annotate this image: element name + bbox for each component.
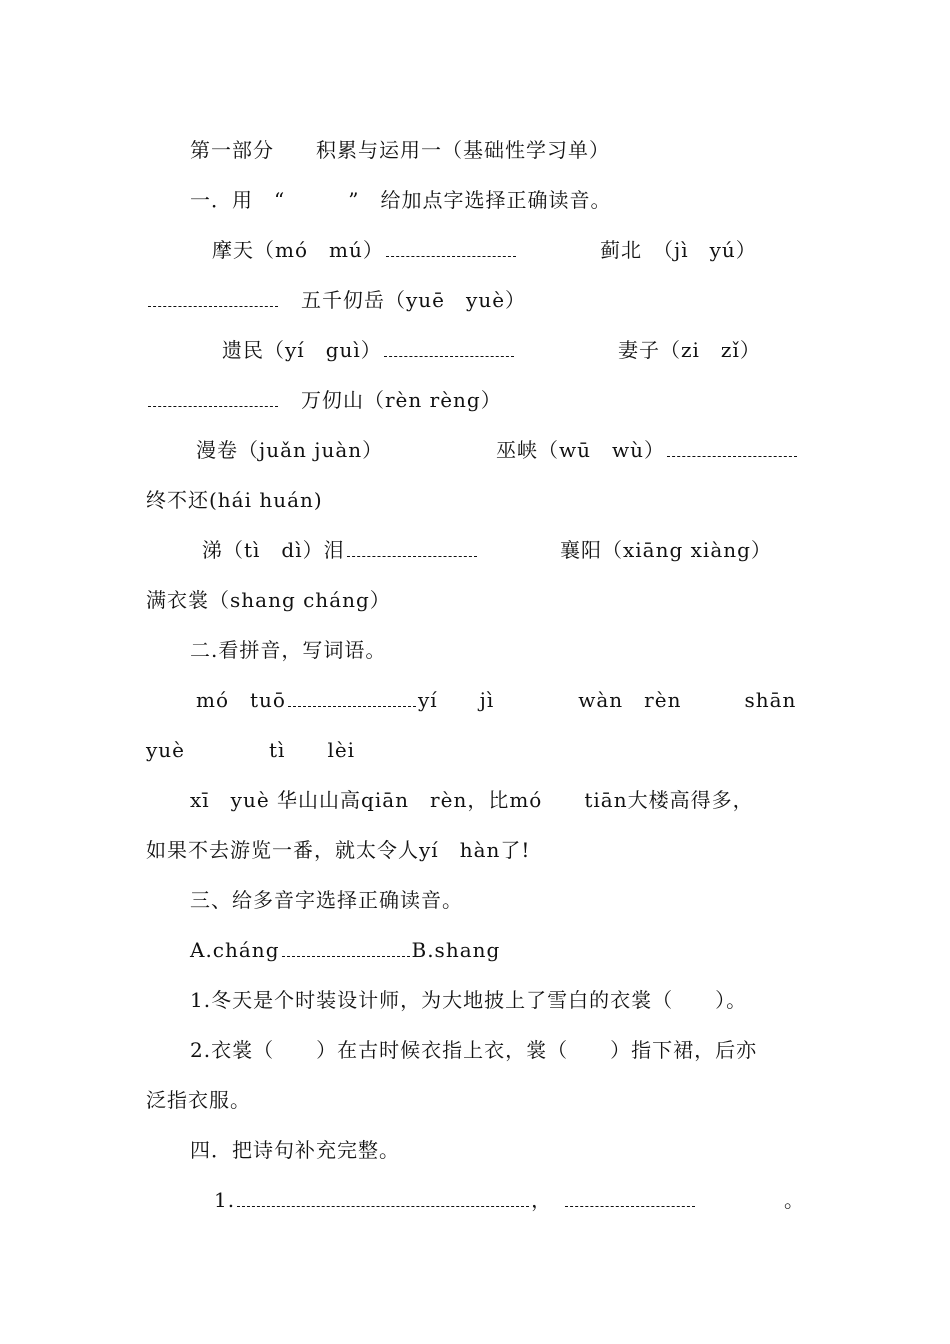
pinyin-line-1 <box>196 686 796 714</box>
page-heading: 第一部分 积累与运用一（基础性学习单） <box>190 138 610 162</box>
question-2: 2.衣裳（ ）在古时候衣指上衣，裳（ ）指下裙，后亦 <box>190 1038 758 1062</box>
item-yimin <box>222 336 516 364</box>
answer-blank[interactable] <box>386 238 516 257</box>
pinyin-motuo: mó tuō <box>196 688 286 712</box>
item-manjuan: 漫卷（juǎn juàn） <box>196 438 384 462</box>
item-wuxia-text: 巫峡（wū wù） <box>496 438 665 462</box>
answer-blank[interactable] <box>288 688 416 707</box>
item-qizi: 妻子（zi zǐ） <box>618 338 761 362</box>
pinyin-line-2: yuè tì lèi <box>146 738 356 762</box>
section-4-title: 四．把诗句补充完整。 <box>190 1138 400 1162</box>
answer-blank[interactable] <box>347 538 477 557</box>
poem-period: 。 <box>784 1188 805 1212</box>
item-jibei: 蓟北 （jì yú） <box>600 238 757 262</box>
item-wanrenshan-text: 万仞山（rèn rèng） <box>301 388 502 412</box>
item-motian <box>212 236 518 264</box>
answer-blank[interactable] <box>237 1188 529 1207</box>
item-wuqianrenyue <box>146 286 526 314</box>
item-wanrenshan <box>146 386 502 414</box>
poem-line-1 <box>214 1186 697 1214</box>
section-3-title: 三、给多音字选择正确读音。 <box>190 888 463 912</box>
item-motian-text: 摩天（mó mú） <box>212 238 384 262</box>
answer-blank[interactable] <box>667 438 797 457</box>
options-line <box>190 936 500 964</box>
answer-blank[interactable] <box>148 388 278 407</box>
poem-number: 1. <box>214 1188 236 1212</box>
option-b: B.shang <box>411 938 501 962</box>
section-2-title: 二.看拼音，写词语。 <box>190 638 387 662</box>
question-2-cont: 泛指衣服。 <box>146 1088 251 1112</box>
item-wuxia <box>496 436 799 464</box>
item-xiangyang: 襄阳（xiāng xiàng） <box>560 538 772 562</box>
answer-blank[interactable] <box>565 1188 695 1207</box>
item-wuqianrenyue-text: 五千仞岳（yuē yuè） <box>301 288 527 312</box>
pinyin-yiji-wanren-shan: yí jì wàn rèn shān <box>417 688 797 712</box>
question-1: 1.冬天是个时装设计师，为大地披上了雪白的衣裳（ ）。 <box>190 988 748 1012</box>
item-zhongbuhuan: 终不还(hái huán) <box>146 488 323 512</box>
section-1-title: 一．用 “ ” 给加点字选择正确读音。 <box>190 188 612 212</box>
answer-blank[interactable] <box>384 338 514 357</box>
answer-blank[interactable] <box>148 288 278 307</box>
option-a: A.cháng <box>190 938 280 962</box>
pinyin-sentence-2: 如果不去游览一番，就太令人yí hàn了! <box>146 838 531 862</box>
item-tilei-text: 涕（tì dì）泪 <box>202 538 345 562</box>
item-yimin-text: 遗民（yí guì） <box>222 338 382 362</box>
pinyin-sentence-1: xī yuè 华山山高qiān rèn，比mó tiān大楼高得多， <box>190 788 754 812</box>
item-tilei <box>202 536 479 564</box>
poem-comma: ， <box>531 1188 543 1212</box>
item-manyishang: 满衣裳（shang cháng） <box>146 588 391 612</box>
answer-blank[interactable] <box>282 938 410 957</box>
